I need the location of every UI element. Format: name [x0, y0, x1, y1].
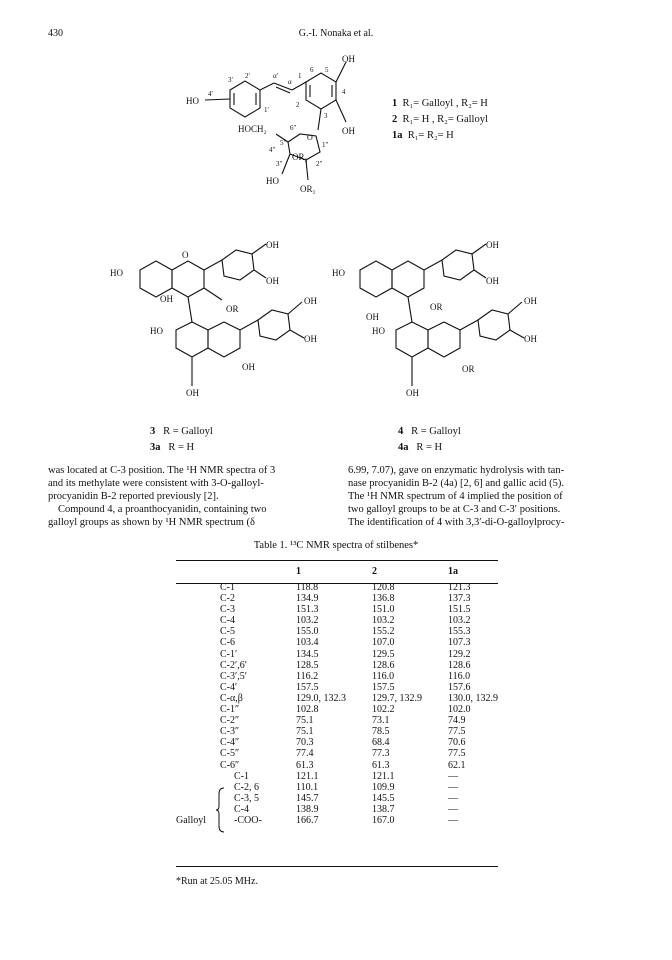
svg-text:OH: OH	[304, 296, 317, 306]
shift-value: 68.4	[372, 737, 390, 749]
text-line: Compound 4, a proanthocyanidin, containing two	[58, 504, 267, 515]
shift-value: 129.2	[448, 648, 471, 660]
galloyl-group-label: Galloyl	[176, 815, 206, 826]
svg-text:5: 5	[325, 66, 329, 74]
svg-text:OR: OR	[226, 304, 239, 314]
table-row	[176, 582, 498, 593]
compound-substituents: R₁= Galloyl , R₂= H	[402, 98, 488, 109]
shift-value: 75.1	[296, 726, 314, 738]
shift-value: 145.7	[296, 792, 319, 804]
compound-substituents: R = Galloyl	[163, 426, 213, 437]
table-row	[176, 715, 498, 726]
carbon-label: C-3′,5′	[220, 670, 247, 682]
svg-text:4: 4	[342, 88, 346, 96]
shift-value: 166.7	[296, 814, 319, 826]
galloyl-bracket	[216, 786, 226, 834]
svg-text:α′: α′	[273, 72, 279, 80]
carbon-label: C-1″	[220, 704, 240, 716]
carbon-label: C-2′,6′	[220, 659, 247, 671]
shift-value: 116.0	[372, 670, 395, 682]
shift-value: 107.3	[448, 637, 471, 649]
carbon-label: C-4′	[220, 681, 238, 693]
table-row	[176, 726, 498, 737]
compound-substituents: R = H	[168, 442, 195, 453]
carbon-label: C-3	[220, 604, 235, 616]
compound-id: 3	[150, 426, 156, 437]
shift-value: 151.3	[296, 604, 319, 616]
carbon-label: C-4″	[220, 737, 240, 749]
shift-value: 128.6	[372, 659, 395, 671]
shift-value: —	[448, 781, 458, 793]
svg-text:6″: 6″	[290, 124, 297, 132]
shift-value: 129.7, 132.9	[372, 692, 422, 704]
compound-legend-4	[398, 426, 461, 458]
shift-value: 77.4	[296, 748, 314, 760]
carbon-label: C-5	[220, 626, 235, 638]
column-header: 1	[296, 566, 301, 578]
shift-value: 155.3	[448, 626, 471, 638]
shift-value: 73.1	[372, 715, 390, 727]
svg-text:OH: OH	[242, 362, 255, 372]
svg-text:OH: OH	[342, 126, 355, 136]
shift-value: 61.3	[296, 759, 314, 771]
svg-text:OH: OH	[406, 388, 419, 398]
table-row	[176, 637, 498, 648]
text-line: procyanidin B-2 reported previously [2].	[48, 491, 219, 502]
table-row	[176, 671, 498, 682]
compound-substituents: R₁= R₂= H	[407, 130, 454, 141]
shift-value: 121.1	[372, 770, 395, 782]
table-row	[176, 771, 498, 782]
svg-text:OH: OH	[486, 276, 499, 286]
shift-value: 102.8	[296, 704, 319, 716]
shift-value: 118.8	[296, 582, 319, 593]
shift-value: 134.5	[296, 648, 319, 660]
column-header: 1a	[448, 566, 458, 578]
svg-text:5″: 5″	[280, 139, 287, 147]
shift-value: 103.2	[372, 615, 395, 627]
shift-value: 77.3	[372, 748, 390, 760]
shift-value: 129.5	[372, 648, 395, 660]
table-top-rule	[176, 560, 498, 561]
table-footnote: *Run at 25.05 MHz.	[176, 876, 258, 887]
svg-text:OH: OH	[524, 296, 537, 306]
carbon-label: C-1	[234, 770, 249, 782]
shift-value: 75.1	[296, 715, 314, 727]
shift-value: 129.0, 132.3	[296, 692, 346, 704]
table-row	[176, 682, 498, 693]
compound-substituents: R₁= H , R₂= Galloyl	[402, 114, 488, 125]
body-text-right-column	[348, 464, 634, 529]
svg-text:1: 1	[298, 72, 302, 80]
compound-id: 1	[392, 98, 398, 109]
svg-text:2: 2	[296, 101, 300, 109]
table-header-row	[176, 562, 498, 582]
carbon-label: C-3, 5	[234, 792, 259, 804]
carbon-label: C-2, 6	[234, 781, 259, 793]
procyanidin-structure-figure	[110, 230, 570, 420]
svg-text:OH: OH	[304, 334, 317, 344]
shift-value: 155.2	[372, 626, 395, 638]
stilbene-structure-figure	[170, 50, 550, 200]
shift-value: 157.6	[448, 681, 471, 693]
shift-value: 157.5	[296, 681, 319, 693]
running-title: G.-I. Nonaka et al.	[298, 28, 374, 39]
compound-id: 1a	[392, 130, 403, 141]
carbon-label: C-5″	[220, 748, 240, 760]
table-row	[176, 626, 498, 637]
compound-legend-3	[150, 426, 213, 458]
svg-text:6: 6	[310, 66, 314, 74]
shift-value: 128.5	[296, 659, 319, 671]
carbon-label: C-4	[220, 615, 235, 627]
shift-value: 121.1	[296, 770, 319, 782]
svg-text:HO: HO	[150, 326, 163, 336]
svg-text:OH: OH	[366, 312, 379, 322]
svg-text:3: 3	[324, 112, 328, 120]
svg-text:OR: OR	[462, 364, 475, 374]
svg-text:HO: HO	[266, 176, 279, 186]
shift-value: 102.0	[448, 704, 471, 716]
page-number: 430	[48, 28, 63, 39]
carbon-label: C-2″	[220, 715, 240, 727]
shift-value: 116.2	[296, 670, 319, 682]
shift-value: 78.5	[372, 726, 390, 738]
compound-id: 2	[392, 114, 398, 125]
shift-value: 103.2	[296, 615, 319, 627]
table-row	[176, 693, 498, 704]
carbon-label: C-α,β	[220, 692, 243, 704]
shift-value: 157.5	[372, 681, 395, 693]
compound-legend-1	[392, 98, 488, 146]
shift-value: 107.0	[372, 637, 395, 649]
text-line: was located at C-3 position. The ¹H NMR spectra of 3	[48, 465, 276, 476]
shift-value: 116.0	[448, 670, 471, 682]
svg-text:4′: 4′	[208, 90, 214, 98]
svg-text:α: α	[288, 78, 292, 86]
shift-value: 151.0	[372, 604, 395, 616]
svg-text:HO: HO	[332, 268, 345, 278]
shift-value: 62.1	[448, 759, 466, 771]
carbon-label: C-1′	[220, 648, 238, 660]
svg-text:3″: 3″	[276, 160, 283, 168]
shift-value: 77.5	[448, 748, 466, 760]
svg-text:3′: 3′	[228, 76, 234, 84]
svg-text:OH: OH	[486, 240, 499, 250]
carbon-label: C-1	[220, 582, 235, 593]
table-row	[176, 604, 498, 615]
compound-id: 3a	[150, 442, 161, 453]
body-text-left-column	[48, 464, 334, 529]
svg-text:HO: HO	[372, 326, 385, 336]
shift-value: 110.1	[296, 781, 319, 793]
svg-text:OH: OH	[342, 54, 355, 64]
svg-text:1″: 1″	[322, 141, 329, 149]
shift-value: 70.3	[296, 737, 314, 749]
shift-value: —	[448, 803, 458, 815]
svg-text:HOCH₂: HOCH₂	[238, 124, 267, 134]
shift-value: 61.3	[372, 759, 390, 771]
carbon-label: C-2	[220, 593, 235, 605]
shift-value: 70.6	[448, 737, 466, 749]
table-row	[176, 737, 498, 748]
table-row	[176, 760, 498, 771]
text-line: 6.99, 7.07), gave on enzymatic hydrolysis with tan-	[348, 465, 565, 476]
table-row	[176, 704, 498, 715]
shift-value: 167.0	[372, 814, 395, 826]
compound-substituents: R = H	[416, 442, 443, 453]
text-line: two galloyl groups to be at C-3 and C-3′ positions.	[348, 504, 561, 515]
compound-id: 4	[398, 426, 404, 437]
shift-value: 151.5	[448, 604, 471, 616]
shift-value: 120.8	[372, 582, 395, 593]
carbon-label: C-3″	[220, 726, 240, 738]
carbon-label: -COO-	[234, 814, 262, 826]
shift-value: —	[448, 814, 458, 826]
svg-text:HO: HO	[110, 268, 123, 278]
compound-substituents: R = Galloyl	[411, 426, 461, 437]
svg-text:OR: OR	[430, 302, 443, 312]
shift-value: 103.4	[296, 637, 319, 649]
svg-text:4″: 4″	[269, 146, 276, 154]
svg-text:2′: 2′	[245, 72, 251, 80]
shift-value: —	[448, 792, 458, 804]
table-bottom-rule	[176, 866, 498, 867]
svg-text:OH: OH	[186, 388, 199, 398]
svg-text:HO: HO	[186, 96, 199, 106]
table-row	[176, 593, 498, 604]
svg-text:OR₂: OR₂	[292, 152, 308, 162]
compound-id: 4a	[398, 442, 409, 453]
svg-text:OH: OH	[266, 240, 279, 250]
table-row	[176, 615, 498, 626]
shift-value: 121.3	[448, 582, 471, 593]
text-line: and its methylate were consistent with 3-O-galloyl-	[48, 478, 264, 489]
shift-value: 128.6	[448, 659, 471, 671]
table-row	[176, 660, 498, 671]
shift-value: 103.2	[448, 615, 471, 627]
shift-value: 136.8	[372, 593, 395, 605]
svg-text:OH: OH	[266, 276, 279, 286]
shift-value: 77.5	[448, 726, 466, 738]
text-line: The identification of 4 with 3,3′-di-O-galloylprocy-	[348, 517, 565, 528]
shift-value: 134.9	[296, 593, 319, 605]
shift-value: 145.5	[372, 792, 395, 804]
table-row	[176, 748, 498, 759]
table-caption: Table 1. ¹³C NMR spectra of stilbenes*	[253, 540, 419, 551]
carbon-label: C-6	[220, 637, 235, 649]
shift-value: 130.0, 132.9	[448, 692, 498, 704]
svg-text:OH: OH	[524, 334, 537, 344]
svg-text:O: O	[307, 133, 313, 142]
svg-text:O: O	[182, 250, 189, 260]
text-line: galloyl groups as shown by ¹H NMR spectrum (δ	[48, 517, 255, 528]
text-line: The ¹H NMR spectrum of 4 implied the position of	[348, 491, 563, 502]
svg-text:2″: 2″	[316, 160, 323, 168]
carbon-label: C-6″	[220, 759, 240, 771]
table-row	[176, 649, 498, 660]
column-header: 2	[372, 566, 377, 578]
shift-value: 138.7	[372, 803, 395, 815]
svg-text:OH: OH	[160, 294, 173, 304]
svg-text:1′: 1′	[264, 106, 270, 114]
shift-value: —	[448, 770, 458, 782]
svg-text:OR₁: OR₁	[300, 184, 316, 194]
shift-value: 138.9	[296, 803, 319, 815]
shift-value: 74.9	[448, 715, 466, 727]
shift-value: 137.3	[448, 593, 471, 605]
shift-value: 102.2	[372, 704, 395, 716]
text-line: nase procyanidin B-2 (4a) [2, 6] and gallic acid (5).	[348, 478, 565, 489]
shift-value: 155.0	[296, 626, 319, 638]
carbon-label: C-4	[234, 803, 249, 815]
shift-value: 109.9	[372, 781, 395, 793]
